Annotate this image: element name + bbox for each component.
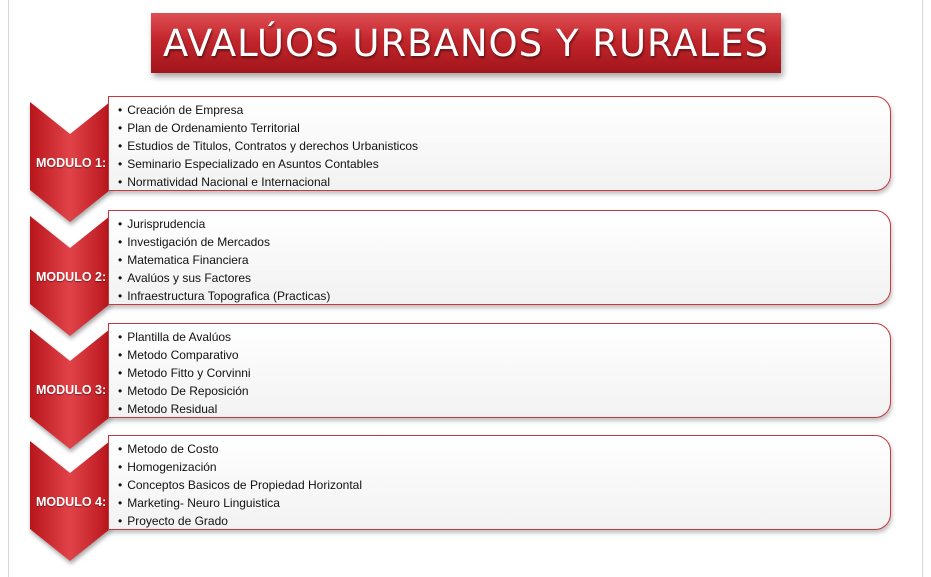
topic-list <box>109 324 890 418</box>
page-title: AVALÚOS URBANOS Y RURALES <box>162 21 770 65</box>
module-card <box>108 323 891 418</box>
list-item: • Normatividad Nacional e Internacional <box>118 173 890 191</box>
list-item: • Estudios de Titulos, Contratos y derechos Urbanisticos <box>118 137 890 155</box>
list-item: • Metodo Fitto y Corvinni <box>118 364 890 382</box>
list-item: • Jurisprudencia <box>118 215 890 233</box>
list-item: • Marketing- Neuro Linguistica <box>118 494 890 512</box>
topic-list <box>109 436 890 530</box>
module-label: MODULO 3: <box>36 383 107 397</box>
list-item: • Proyecto de Grado <box>118 512 890 530</box>
list-item: • Metodo de Costo <box>118 440 890 458</box>
topic-list <box>109 211 890 305</box>
list-item: • Infraestructura Topografica (Practicas) <box>118 287 890 305</box>
list-item: • Metodo Comparativo <box>118 346 890 364</box>
topic-list <box>109 97 890 191</box>
module-card <box>108 210 891 305</box>
module-label: MODULO 2: <box>36 270 107 284</box>
list-item: • Conceptos Basicos de Propiedad Horizontal <box>118 476 890 494</box>
module-4 <box>0 435 931 565</box>
list-item: • Matematica Financiera <box>118 251 890 269</box>
module-card <box>108 435 891 530</box>
title-banner <box>151 13 781 73</box>
module-label: MODULO 4: <box>36 495 107 509</box>
list-item: • Seminario Especializado en Asuntos Contables <box>118 155 890 173</box>
module-3 <box>0 323 931 453</box>
list-item: • Creación de Empresa <box>118 101 890 119</box>
list-item: • Homogenización <box>118 458 890 476</box>
list-item: • Avalúos y sus Factores <box>118 269 890 287</box>
list-item: • Metodo Residual <box>118 400 890 418</box>
list-item: • Plan de Ordenamiento Territorial <box>118 119 890 137</box>
list-item: • Plantilla de Avalúos <box>118 328 890 346</box>
module-label: MODULO 1: <box>36 156 107 170</box>
module-2 <box>0 210 931 340</box>
list-item: • Investigación de Mercados <box>118 233 890 251</box>
module-1 <box>0 96 931 226</box>
list-item: • Metodo De Reposición <box>118 382 890 400</box>
module-card <box>108 96 891 191</box>
